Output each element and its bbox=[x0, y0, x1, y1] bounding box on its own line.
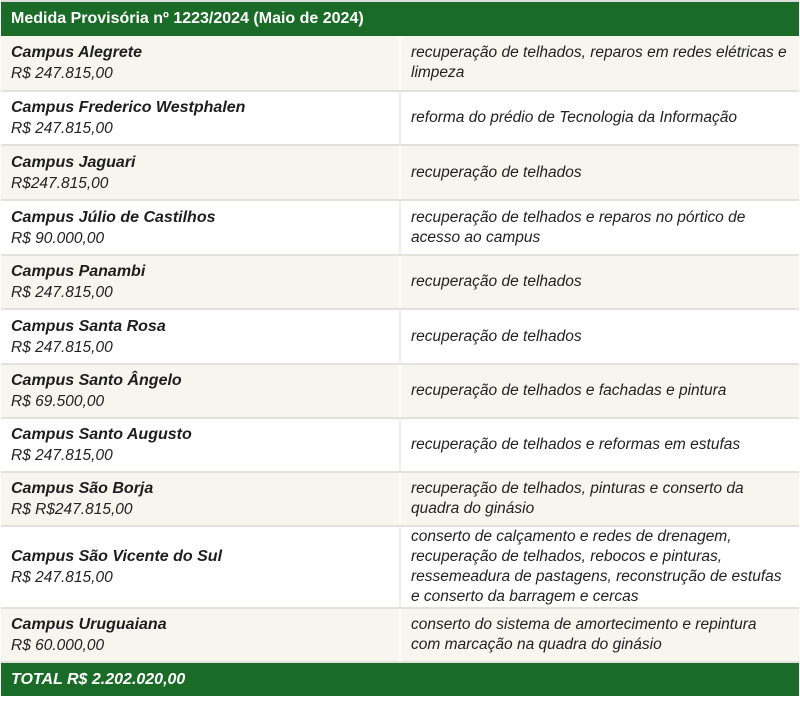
table-title: Medida Provisória nº 1223/2024 (Maio de 2024) bbox=[1, 1, 799, 36]
funding-table bbox=[1, 0, 799, 696]
campus-cell bbox=[1, 309, 400, 364]
table-row bbox=[1, 608, 799, 662]
campus-value: R$ 247.815,00 bbox=[11, 447, 113, 464]
description-cell: recuperação de telhados, reparos em redes elétricas e limpeza bbox=[400, 36, 799, 91]
total-value: TOTAL R$ 2.202.020,00 bbox=[1, 662, 799, 696]
description-cell: recuperação de telhados e reparos no pórtico de acesso ao campus bbox=[400, 200, 799, 255]
description-cell: recuperação de telhados bbox=[400, 145, 799, 200]
description-cell: recuperação de telhados bbox=[400, 255, 799, 309]
description-cell: conserto de calçamento e redes de drenagem, recuperação de telhados, rebocos e pinturas, ressemeadura de pastagens, reconstrução de estufas e conserto da barragem e cercas bbox=[400, 526, 799, 608]
campus-value: R$ 247.815,00 bbox=[11, 569, 113, 586]
campus-cell bbox=[1, 526, 400, 608]
campus-name: Campus São Vicente do Sul bbox=[11, 548, 223, 565]
description-cell: recuperação de telhados, pinturas e conserto da quadra do ginásio bbox=[400, 472, 799, 526]
table-row bbox=[1, 36, 799, 91]
table-row bbox=[1, 91, 799, 145]
campus-cell bbox=[1, 608, 400, 662]
campus-cell bbox=[1, 200, 400, 255]
campus-value: R$ 90.000,00 bbox=[11, 229, 105, 247]
description-cell: conserto do sistema de amortecimento e repintura com marcação na quadra do ginásio bbox=[400, 608, 799, 662]
table-row bbox=[1, 472, 799, 526]
campus-name: Campus Jaguari bbox=[11, 153, 136, 171]
campus-value: R$247.815,00 bbox=[11, 174, 109, 192]
campus-cell bbox=[1, 364, 400, 418]
campus-cell bbox=[1, 36, 400, 91]
description-cell: reforma do prédio de Tecnologia da Informação bbox=[400, 91, 799, 145]
table-row bbox=[1, 364, 799, 418]
description-cell: recuperação de telhados e fachadas e pintura bbox=[400, 364, 799, 418]
campus-value: R$ 247.815,00 bbox=[11, 284, 113, 301]
table-row bbox=[1, 200, 799, 255]
campus-value: R$ 247.815,00 bbox=[11, 120, 113, 137]
table-row bbox=[1, 309, 799, 364]
table-row bbox=[1, 145, 799, 200]
campus-name: Campus Júlio de Castilhos bbox=[11, 208, 216, 226]
campus-name: Campus Santo Ângelo bbox=[11, 372, 182, 389]
table-row bbox=[1, 526, 799, 608]
description-cell: recuperação de telhados bbox=[400, 309, 799, 364]
campus-cell bbox=[1, 91, 400, 145]
campus-name: Campus Frederico Westphalen bbox=[11, 99, 246, 116]
campus-cell bbox=[1, 418, 400, 472]
campus-name: Campus Uruguaiana bbox=[11, 616, 167, 633]
campus-name: Campus Santo Augusto bbox=[11, 426, 192, 443]
campus-name: Campus Alegrete bbox=[11, 44, 142, 61]
table-row bbox=[1, 255, 799, 309]
campus-cell bbox=[1, 145, 400, 200]
campus-cell bbox=[1, 472, 400, 526]
description-cell: recuperação de telhados e reformas em estufas bbox=[400, 418, 799, 472]
campus-value: R$ 247.815,00 bbox=[11, 65, 113, 82]
table-row bbox=[1, 418, 799, 472]
table-header-row bbox=[1, 1, 799, 36]
campus-value: R$ 60.000,00 bbox=[11, 637, 105, 654]
campus-value: R$ 247.815,00 bbox=[11, 338, 113, 356]
total-row bbox=[1, 662, 799, 696]
campus-name: Campus Panambi bbox=[11, 263, 146, 280]
campus-name: Campus Santa Rosa bbox=[11, 317, 166, 335]
campus-value: R$ 69.500,00 bbox=[11, 393, 105, 410]
campus-cell bbox=[1, 255, 400, 309]
campus-name: Campus São Borja bbox=[11, 480, 154, 497]
campus-value: R$ R$247.815,00 bbox=[11, 501, 133, 518]
